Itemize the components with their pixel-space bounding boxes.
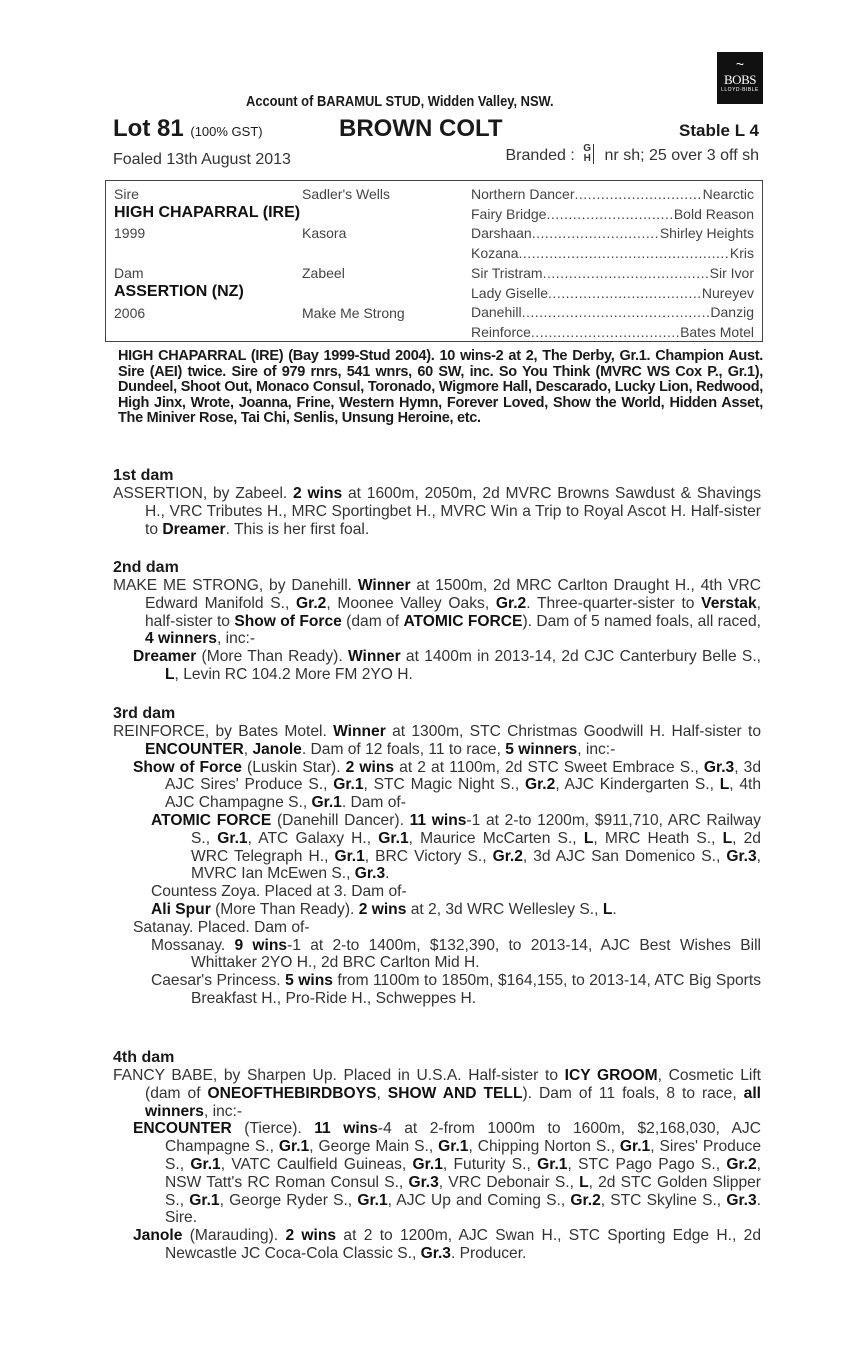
text: , George Ryder S.,: [219, 1191, 358, 1209]
text: . Sire.: [165, 1191, 761, 1227]
bold-text: ONEOFTHEBIRDBOYS: [207, 1084, 377, 1102]
bold-text: SHOW AND TELL: [387, 1084, 523, 1102]
branding: [505, 143, 759, 166]
pedigree-paragraph: [113, 812, 761, 883]
grandparent-row: [471, 186, 754, 202]
bold-text: 2 wins: [285, 1227, 337, 1245]
great-grandsire-name: Shirley Heights: [659, 225, 754, 242]
text: (Tierce).: [231, 1120, 315, 1138]
bold-text: Gr.3: [420, 1244, 451, 1262]
text: , NSW Tatt's RC Roman Consul S.,: [165, 1155, 761, 1191]
bold-text: Show of Force: [234, 612, 342, 630]
grandparent-name: Lady Giselle: [471, 284, 549, 301]
text: .: [612, 900, 617, 918]
grandparent-row: [471, 265, 754, 281]
dot-leader: [548, 285, 702, 301]
bold-text: Gr.3: [408, 1173, 439, 1191]
bold-text: 2 wins: [293, 485, 343, 502]
text: -4 at 2-from 1000m to 1600m, $2,168,030, AJC Champagne S.,: [165, 1120, 761, 1156]
bold-text: Gr.2: [495, 594, 527, 612]
bold-text: Gr.1: [190, 1155, 221, 1173]
bold-text: Gr.1: [334, 847, 365, 865]
text: from 1100m to 1850m, $164,155, to 2013-14, ATC Big Sports Breakfast H., Pro-Ride H., Schweppes H.: [191, 972, 761, 1007]
grandparent-name: Kozana: [471, 245, 519, 262]
pedigree-paragraph: [113, 1120, 761, 1227]
bold-text: Verstak: [701, 594, 757, 612]
great-grandsire-name: Bates Motel: [680, 323, 754, 340]
great-grandsire-name: Sir Ivor: [709, 264, 754, 281]
text: , ATC Galaxy H.,: [247, 829, 379, 847]
bold-text: Winner: [333, 723, 386, 740]
bold-text: Gr.1: [311, 794, 342, 812]
text: Countess Zoya. Placed at 3. Dam of-: [151, 883, 407, 901]
sire-name: HIGH CHAPARRAL (IRE): [114, 204, 301, 221]
bird-logo-icon: ~: [735, 56, 745, 72]
bold-text: 11 wins: [314, 1120, 378, 1138]
grandparent-name: Fairy Bridge: [471, 205, 547, 222]
dot-leader: [532, 225, 660, 241]
bold-text: 4 winners: [145, 630, 217, 648]
bold-text: L: [583, 829, 594, 847]
text: , Maurice McCarten S.,: [408, 829, 584, 847]
pedigree-paragraph: [113, 972, 761, 1008]
bold-text: ICY GROOM: [564, 1067, 658, 1084]
great-grandsire-name: Nureyev: [701, 284, 754, 301]
text: (dam of: [341, 612, 404, 630]
text: at 1600m, 2050m, 2d MVRC Browns Sawdust & Shavings H., VRC Tributes H., MRC Sportingbet H., MVRC Win a Trip to Royal Ascot H. Half-sister to: [145, 485, 761, 538]
bold-text: Winner: [357, 577, 411, 594]
dam-year: 2006: [114, 305, 146, 321]
bold-text: 2 wins: [345, 758, 395, 776]
dot-leader: [546, 206, 673, 222]
text: , Levin RC 104.2 More FM 2YO H.: [174, 665, 413, 683]
lot-number: [113, 115, 263, 143]
grandparent-row: [471, 245, 754, 261]
great-grandsire-name: Nearctic: [702, 186, 754, 202]
bold-text: L: [722, 829, 733, 847]
pedigree-paragraph: [113, 485, 761, 538]
bold-text: L: [602, 900, 613, 918]
bold-text: Dreamer: [162, 520, 226, 538]
publisher-logo: [717, 52, 763, 104]
sire-year: 1999: [114, 225, 146, 241]
bold-text: Gr.1: [278, 1138, 310, 1156]
text: . Dam of 12 foals, 11 to race,: [301, 740, 506, 758]
dam-dam: Make Me Strong: [302, 305, 405, 321]
dot-leader: [575, 186, 703, 202]
text: at 1400m in 2013-14, 2d CJC Canterbury Belle S.,: [400, 648, 761, 666]
text: , MRC Heath S.,: [593, 829, 723, 847]
text: , 3d AJC Sires' Produce S.,: [165, 758, 762, 794]
bold-text: Gr.1: [333, 776, 364, 794]
bold-text: L: [579, 1173, 589, 1191]
pedigree-paragraph: [113, 723, 761, 759]
pedigree-paragraph: [113, 759, 761, 812]
text: , STC Magic Night S.,: [363, 776, 525, 794]
branded-detail: nr sh; 25 over 3 off sh: [604, 147, 759, 165]
bold-text: Gr.2: [492, 847, 523, 865]
text: , Sires' Produce S.,: [165, 1138, 761, 1173]
dam-section: [113, 558, 761, 684]
text: , MVRC Ian McEwen S.,: [191, 847, 761, 883]
grandparent-name: Reinforce: [471, 323, 531, 340]
text: , inc:-: [216, 630, 256, 648]
text: , AJC Up and Coming S.,: [387, 1191, 571, 1209]
text: , Futurity S.,: [442, 1155, 538, 1173]
gst-note: (100% GST): [190, 124, 263, 139]
text: , half-sister to: [145, 594, 761, 630]
pedigree-paragraph: [113, 1067, 761, 1120]
text: , AJC Kindergarten S.,: [555, 776, 720, 794]
bold-text: ATOMIC FORCE: [151, 811, 272, 829]
grandparent-row: [471, 304, 754, 320]
pedigree-paragraph: [113, 901, 761, 919]
stable-location: Stable L 4: [679, 121, 759, 140]
bold-text: 5 wins: [285, 972, 333, 990]
lot-header: [113, 115, 761, 143]
text: , inc:-: [577, 740, 616, 758]
text: at 2 at 1100m, 2d STC Sweet Embrace S.,: [394, 758, 704, 776]
text: at 2, 3d WRC Wellesley S.,: [406, 900, 603, 918]
bold-text: Gr.2: [570, 1191, 601, 1209]
text: (Luskin Star).: [241, 758, 346, 776]
text: , VATC Caulfield Guineas,: [220, 1155, 413, 1173]
bold-text: Winner: [347, 648, 401, 666]
sire-sire: Sadler's Wells: [302, 186, 390, 202]
text: (Marauding).: [182, 1227, 286, 1245]
text: , Cosmetic Lift (dam of: [145, 1067, 761, 1102]
foaled-date: Foaled 13th August 2013: [113, 151, 291, 168]
grandparent-row: [471, 206, 754, 222]
text: -1 at 2-to 1200m, $911,710, ARC Railway S.,: [191, 811, 761, 847]
bold-text: Gr.3: [726, 847, 757, 865]
text: ASSERTION, by Zabeel.: [113, 485, 294, 502]
lot-label: Lot 81: [113, 115, 184, 142]
bold-text: Gr.1: [619, 1138, 651, 1156]
section-heading: 4th dam: [113, 1049, 175, 1066]
text: at 1500m, 2d MRC Carlton Draught H., 4th VRC Edward Manifold S.,: [145, 577, 761, 612]
text: Mossanay.: [151, 936, 235, 954]
bold-text: Gr.1: [412, 1155, 443, 1173]
dam-name: ASSERTION (NZ): [114, 283, 244, 300]
dam-section: [113, 466, 761, 538]
bold-text: 5 winners: [505, 740, 578, 758]
section-heading: 3rd dam: [113, 705, 176, 722]
pedigree-paragraph: [113, 937, 761, 973]
bold-text: ENCOUNTER: [133, 1120, 232, 1138]
text: , STC Skyline S.,: [600, 1191, 727, 1209]
text: , VRC Debonair S.,: [438, 1173, 580, 1191]
text: , BRC Victory S.,: [364, 847, 493, 865]
section-heading: 1st dam: [113, 467, 174, 484]
text: . Three-quarter-sister to: [526, 594, 702, 612]
dot-leader: [518, 245, 729, 261]
bold-text: Gr.2: [295, 594, 327, 612]
bold-text: Gr.1: [378, 829, 409, 847]
dam-section: [113, 1048, 761, 1263]
text: MAKE ME STRONG, by Danehill.: [113, 577, 358, 594]
bold-text: Ali Spur: [151, 900, 211, 918]
pedigree-paragraph: [113, 648, 761, 684]
brand-bottom: H: [583, 153, 591, 164]
bold-text: Janole: [252, 740, 302, 758]
text: , inc:-: [203, 1102, 243, 1120]
text: (Danehill Dancer).: [271, 811, 410, 829]
bold-text: Gr.1: [357, 1191, 388, 1209]
bold-text: Gr.3: [726, 1191, 757, 1209]
bold-text: 9 wins: [234, 936, 288, 954]
horse-description: BROWN COLT: [339, 115, 503, 142]
grandparent-name: Sir Tristram: [471, 264, 543, 281]
text: , STC Pago Pago S.,: [567, 1155, 727, 1173]
text: , 2d STC Golden Slipper S.,: [165, 1173, 761, 1209]
bold-text: Gr.2: [726, 1155, 757, 1173]
bold-text: Gr.1: [217, 829, 248, 847]
bold-text: Show of Force: [133, 758, 242, 776]
pedigree-paragraph: [113, 1227, 761, 1263]
bold-text: Gr.1: [537, 1155, 568, 1173]
great-grandsire-name: Danzig: [710, 304, 754, 321]
bold-text: 2 wins: [358, 900, 407, 918]
text: Satanay. Placed. Dam of-: [133, 918, 310, 936]
text: at 1300m, STC Christmas Goodwill H. Half-sister to: [385, 723, 761, 740]
text: ). Dam of 5 named foals, all raced,: [522, 612, 761, 630]
text: , 2d WRC Telegraph H.,: [191, 829, 761, 865]
text: .: [385, 865, 390, 883]
sire-dam: Kasora: [302, 225, 347, 241]
text: , George Main S.,: [309, 1138, 439, 1156]
text: . This is her first foal.: [225, 520, 370, 538]
text: REINFORCE, by Bates Motel.: [113, 723, 334, 740]
bold-text: Gr.2: [524, 776, 556, 794]
text: FANCY BABE, by Sharpen Up. Placed in U.S.A. Half-sister to: [113, 1067, 565, 1084]
text: , Moonee Valley Oaks,: [326, 594, 496, 612]
grandparent-name: Northern Dancer: [471, 186, 575, 202]
section-heading: 2nd dam: [113, 559, 179, 576]
text: , 3d AJC San Domenico S.,: [522, 847, 727, 865]
text: (More Than Ready).: [196, 648, 348, 666]
text: (More Than Ready).: [210, 900, 359, 918]
bold-text: Dreamer: [133, 648, 197, 666]
text: ). Dam of 11 foals, 8 to race,: [522, 1084, 744, 1102]
text: , Chipping Norton S.,: [468, 1138, 620, 1156]
branded-label: Branded :: [505, 147, 575, 165]
sire-biography: HIGH CHAPARRAL (IRE) (Bay 1999-Stud 2004). 10 wins-2 at 2, The Derby, Gr.1. Champion Aust. Sire (AEI) twice. Sire of 979 rnrs, 541 wnrs, 60 SW, inc. So You Think (MVRC WS Cox P., Gr.1), Dundeel, Shoot Out, Monaco Consul, Toronado, Wigmore Hall, Descarado, Lucky Lion, Redwood, High Jinx, Wrote, Joanna, Frine, Western Hymn, Forever Loved, Show the World, Hidden Asset, The Miniver Rose, Tai Chi, Senlis, Unsung Heroine, etc.: [118, 348, 763, 427]
bold-text: L: [165, 665, 175, 683]
vendor-account: Account of BARAMUL STUD, Widden Valley, NSW.: [246, 93, 554, 110]
pedigree-paragraph: [113, 577, 761, 648]
dot-leader: [543, 265, 710, 281]
text: at 2 to 1200m, AJC Swan H., STC Sporting Edge H., 2d Newcastle JC Coca-Cola Classic S.,: [165, 1227, 761, 1262]
text: ,: [376, 1084, 388, 1102]
dot-leader: [531, 324, 680, 340]
pedigree-paragraph: [113, 919, 761, 937]
bold-text: ENCOUNTER: [145, 740, 244, 758]
bold-text: Gr.1: [438, 1138, 469, 1156]
bold-text: Gr.1: [189, 1191, 220, 1209]
text: , 4th AJC Champagne S.,: [165, 776, 761, 812]
text: Caesar's Princess.: [151, 972, 286, 990]
logo-brand: BOBS: [724, 72, 756, 87]
bold-text: ATOMIC FORCE: [403, 612, 523, 630]
great-grandsire-name: Kris: [729, 245, 754, 262]
pedigree-table: [105, 180, 763, 342]
grandparent-row: [471, 285, 754, 301]
logo-subtitle: LLOYD-BIBLE: [721, 87, 759, 93]
text: . Producer.: [450, 1244, 527, 1262]
bold-text: 11 wins: [409, 811, 467, 829]
text: ,: [243, 740, 253, 758]
dam-label: Dam: [114, 265, 144, 281]
pedigree-paragraph: [113, 883, 761, 901]
text: . Dam of-: [341, 794, 406, 812]
bold-text: all winners: [145, 1084, 761, 1120]
bold-text: Gr.3: [354, 865, 386, 883]
text: -1 at 2-to 1400m, $132,390, to 2013-14, AJC Best Wishes Bill Whittaker 2YO H., 2d BRC Carlton Mid H.: [191, 936, 762, 972]
dam-sire: Zabeel: [302, 265, 345, 281]
grandparent-row: [471, 225, 754, 241]
bold-text: Gr.3: [703, 758, 735, 776]
great-grandsire-name: Bold Reason: [673, 205, 754, 222]
brand-top: G: [583, 143, 592, 154]
bold-text: L: [719, 776, 730, 794]
grandparent-row: [471, 324, 754, 340]
dam-section: [113, 704, 761, 1008]
grandparent-name: Darshaan: [471, 225, 532, 242]
dot-leader: [522, 304, 711, 320]
bold-text: Janole: [133, 1227, 183, 1245]
sire-label: Sire: [114, 186, 139, 202]
grandparent-name: Danehill: [471, 304, 522, 321]
brand-mark-icon: [583, 144, 594, 164]
